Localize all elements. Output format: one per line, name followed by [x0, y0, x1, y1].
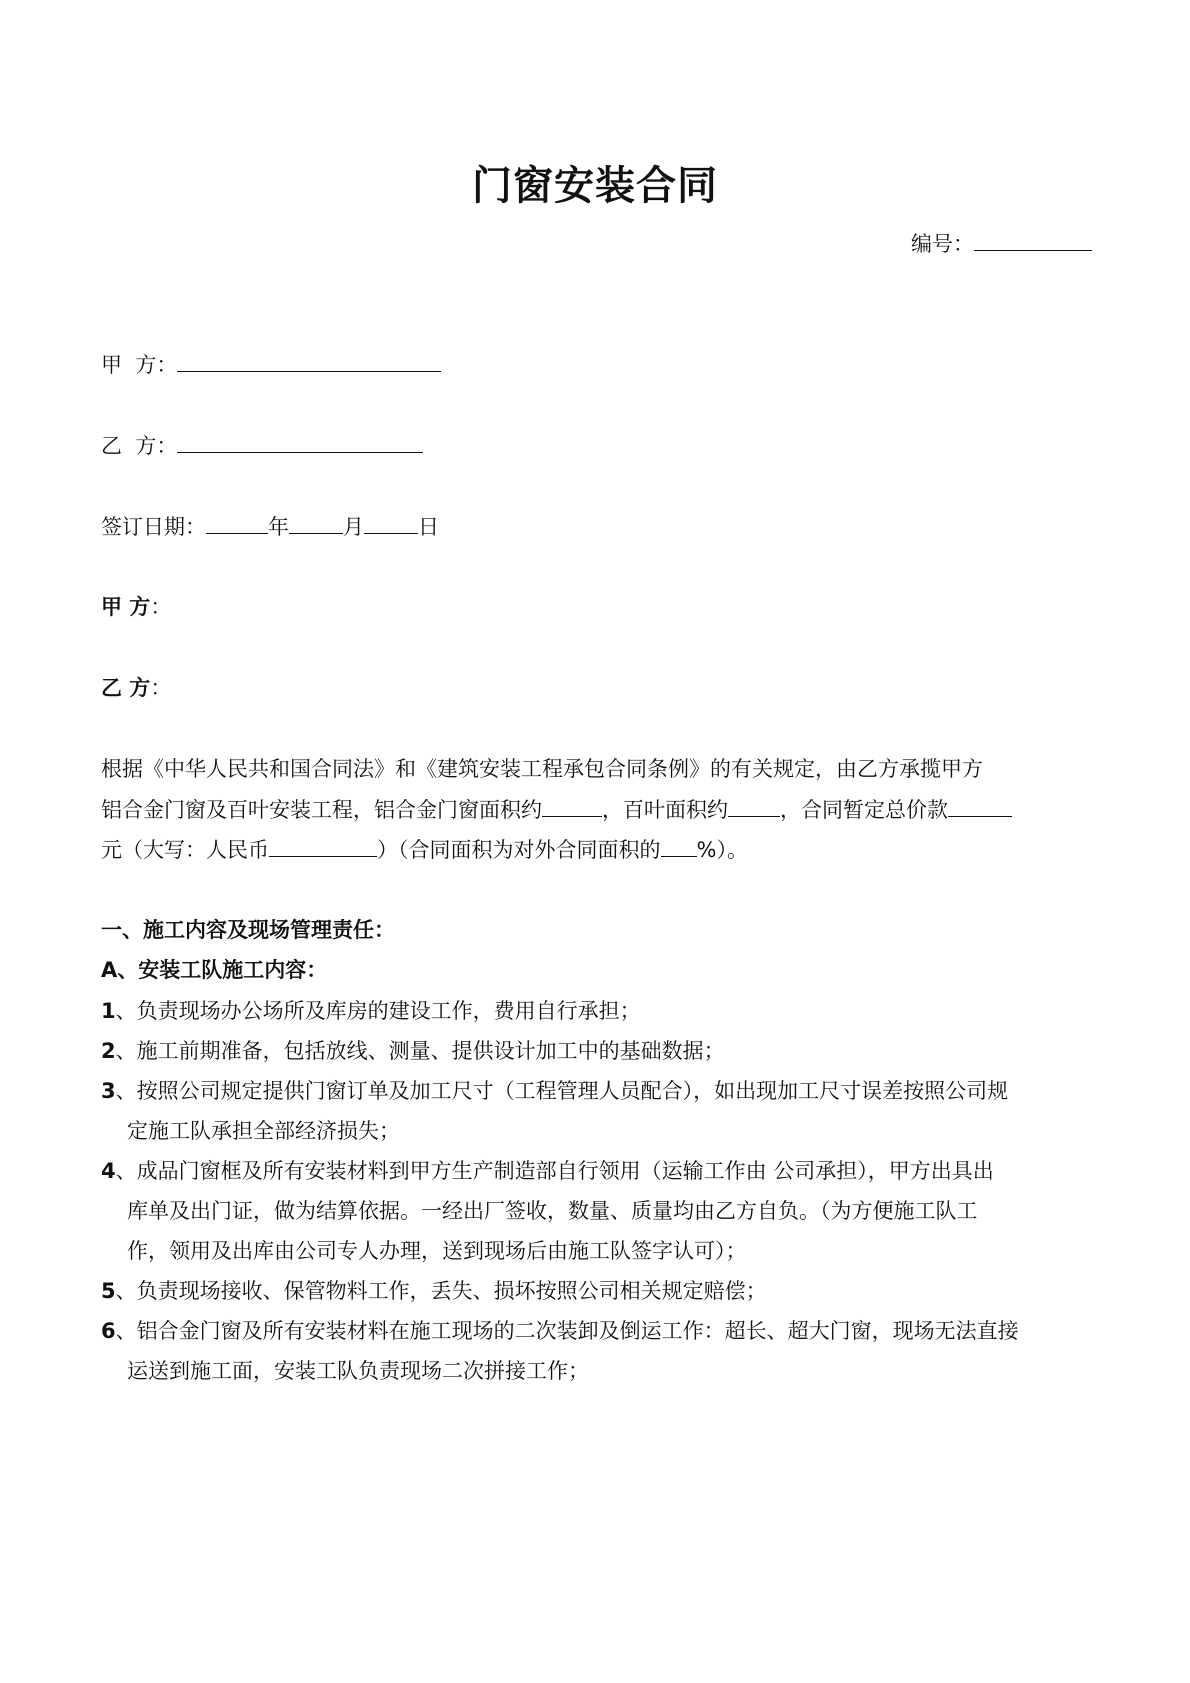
- contract-number-label: 编号：: [911, 232, 974, 256]
- clause-item: [101, 1076, 1008, 1106]
- clause-number: 3: [101, 1079, 116, 1103]
- clause-text: 、施工前期准备，包括放线、测量、提供设计加工中的基础数据；: [115, 1039, 725, 1063]
- intro-line-3-b: ）（合同面积为对外合同面积的: [377, 838, 661, 862]
- clause-item: [101, 1156, 994, 1186]
- sign-day-blank: [364, 511, 418, 534]
- intro-line-3-c: %）。: [696, 838, 748, 862]
- clause-text: 、负责现场办公场所及库房的建设工作，费用自行承担；: [115, 999, 641, 1023]
- area-percent-blank: [661, 834, 697, 857]
- clause-item: [101, 1276, 767, 1306]
- party-a-blank: [177, 349, 441, 372]
- clause-number: 2: [101, 1039, 116, 1063]
- party-b-label: 乙 方：: [101, 434, 178, 458]
- intro-line-2: [101, 794, 1012, 825]
- party-b-blank: [177, 430, 423, 453]
- party-a-bold-label: 甲 方: [101, 595, 151, 619]
- intro-line-2-a: 铝合金门窗及百叶安装工程，铝合金门窗面积约: [101, 798, 542, 822]
- clause-continuation: 库单及出门证，做为结算依据。一经出厂签收，数量、质量均由乙方自负。（为方便施工队工: [127, 1199, 978, 1223]
- clause-number: 5: [101, 1279, 116, 1303]
- clause-continuation: 定施工队承担全部经济损失；: [127, 1119, 400, 1143]
- window-area-blank: [542, 794, 602, 817]
- clause-item: [101, 996, 641, 1026]
- sign-date-label: 签订日期：: [101, 515, 206, 539]
- clause-continuation: 运送到施工面，安装工队负责现场二次拼接工作；: [127, 1359, 589, 1383]
- party-b-bold-label: 乙 方: [101, 676, 151, 700]
- clause-number: 1: [101, 999, 116, 1023]
- clause-text: 、成品门窗框及所有安装材料到甲方生产制造部自行领用（运输工作由 公司承担），甲方出具出: [115, 1159, 994, 1183]
- party-a-line: [101, 349, 441, 380]
- total-price-blank: [948, 794, 1012, 817]
- clause-text: 、铝合金门窗及所有安装材料在施工现场的二次装卸及倒运工作：超长、超大门窗，现场无法直接: [115, 1319, 1019, 1343]
- clause-item: [101, 1036, 725, 1066]
- section-1-heading: 一、施工内容及现场管理责任：: [101, 918, 395, 942]
- clause-number: 4: [101, 1159, 116, 1183]
- sign-month-label: 月: [343, 515, 364, 539]
- section-a-heading: A、安装工队施工内容：: [101, 958, 328, 982]
- party-a-colon: ：: [150, 595, 172, 619]
- louver-area-blank: [728, 794, 780, 817]
- party-b-colon: ：: [150, 676, 172, 700]
- intro-line-1: 根据《中华人民共和国合同法》和《建筑安装工程承包合同条例》的有关规定，由乙方承揽甲方: [101, 757, 983, 781]
- document-title: 门窗安装合同: [472, 163, 718, 209]
- party-b-line: [101, 430, 423, 461]
- party-b-bold-line: [101, 673, 171, 703]
- party-a-bold-line: [101, 592, 171, 622]
- sign-year-label: 年: [268, 515, 289, 539]
- contract-number-line: [911, 228, 1092, 259]
- intro-line-3-a: 元（大写：人民币: [101, 838, 269, 862]
- intro-line-2-b: ，百叶面积约: [602, 798, 728, 822]
- sign-date-line: [101, 511, 439, 542]
- sign-day-label: 日: [418, 515, 439, 539]
- sign-month-blank: [289, 511, 343, 534]
- clause-continuation: 作，领用及出库由公司专人办理，送到现场后由施工队签字认可）；: [127, 1239, 747, 1263]
- party-a-label: 甲 方：: [101, 353, 178, 377]
- contract-number-blank: [974, 228, 1092, 251]
- clause-text: 、负责现场接收、保管物料工作，丢失、损坏按照公司相关规定赔偿；: [115, 1279, 767, 1303]
- intro-line-3: [101, 834, 748, 865]
- sign-year-blank: [206, 511, 268, 534]
- intro-line-2-c: ，合同暂定总价款: [780, 798, 948, 822]
- price-words-blank: [269, 834, 377, 857]
- clause-text: 、按照公司规定提供门窗订单及加工尺寸（工程管理人员配合），如出现加工尺寸误差按照公司规: [115, 1079, 1009, 1103]
- clause-number: 6: [101, 1319, 116, 1343]
- clause-item: [101, 1316, 1019, 1346]
